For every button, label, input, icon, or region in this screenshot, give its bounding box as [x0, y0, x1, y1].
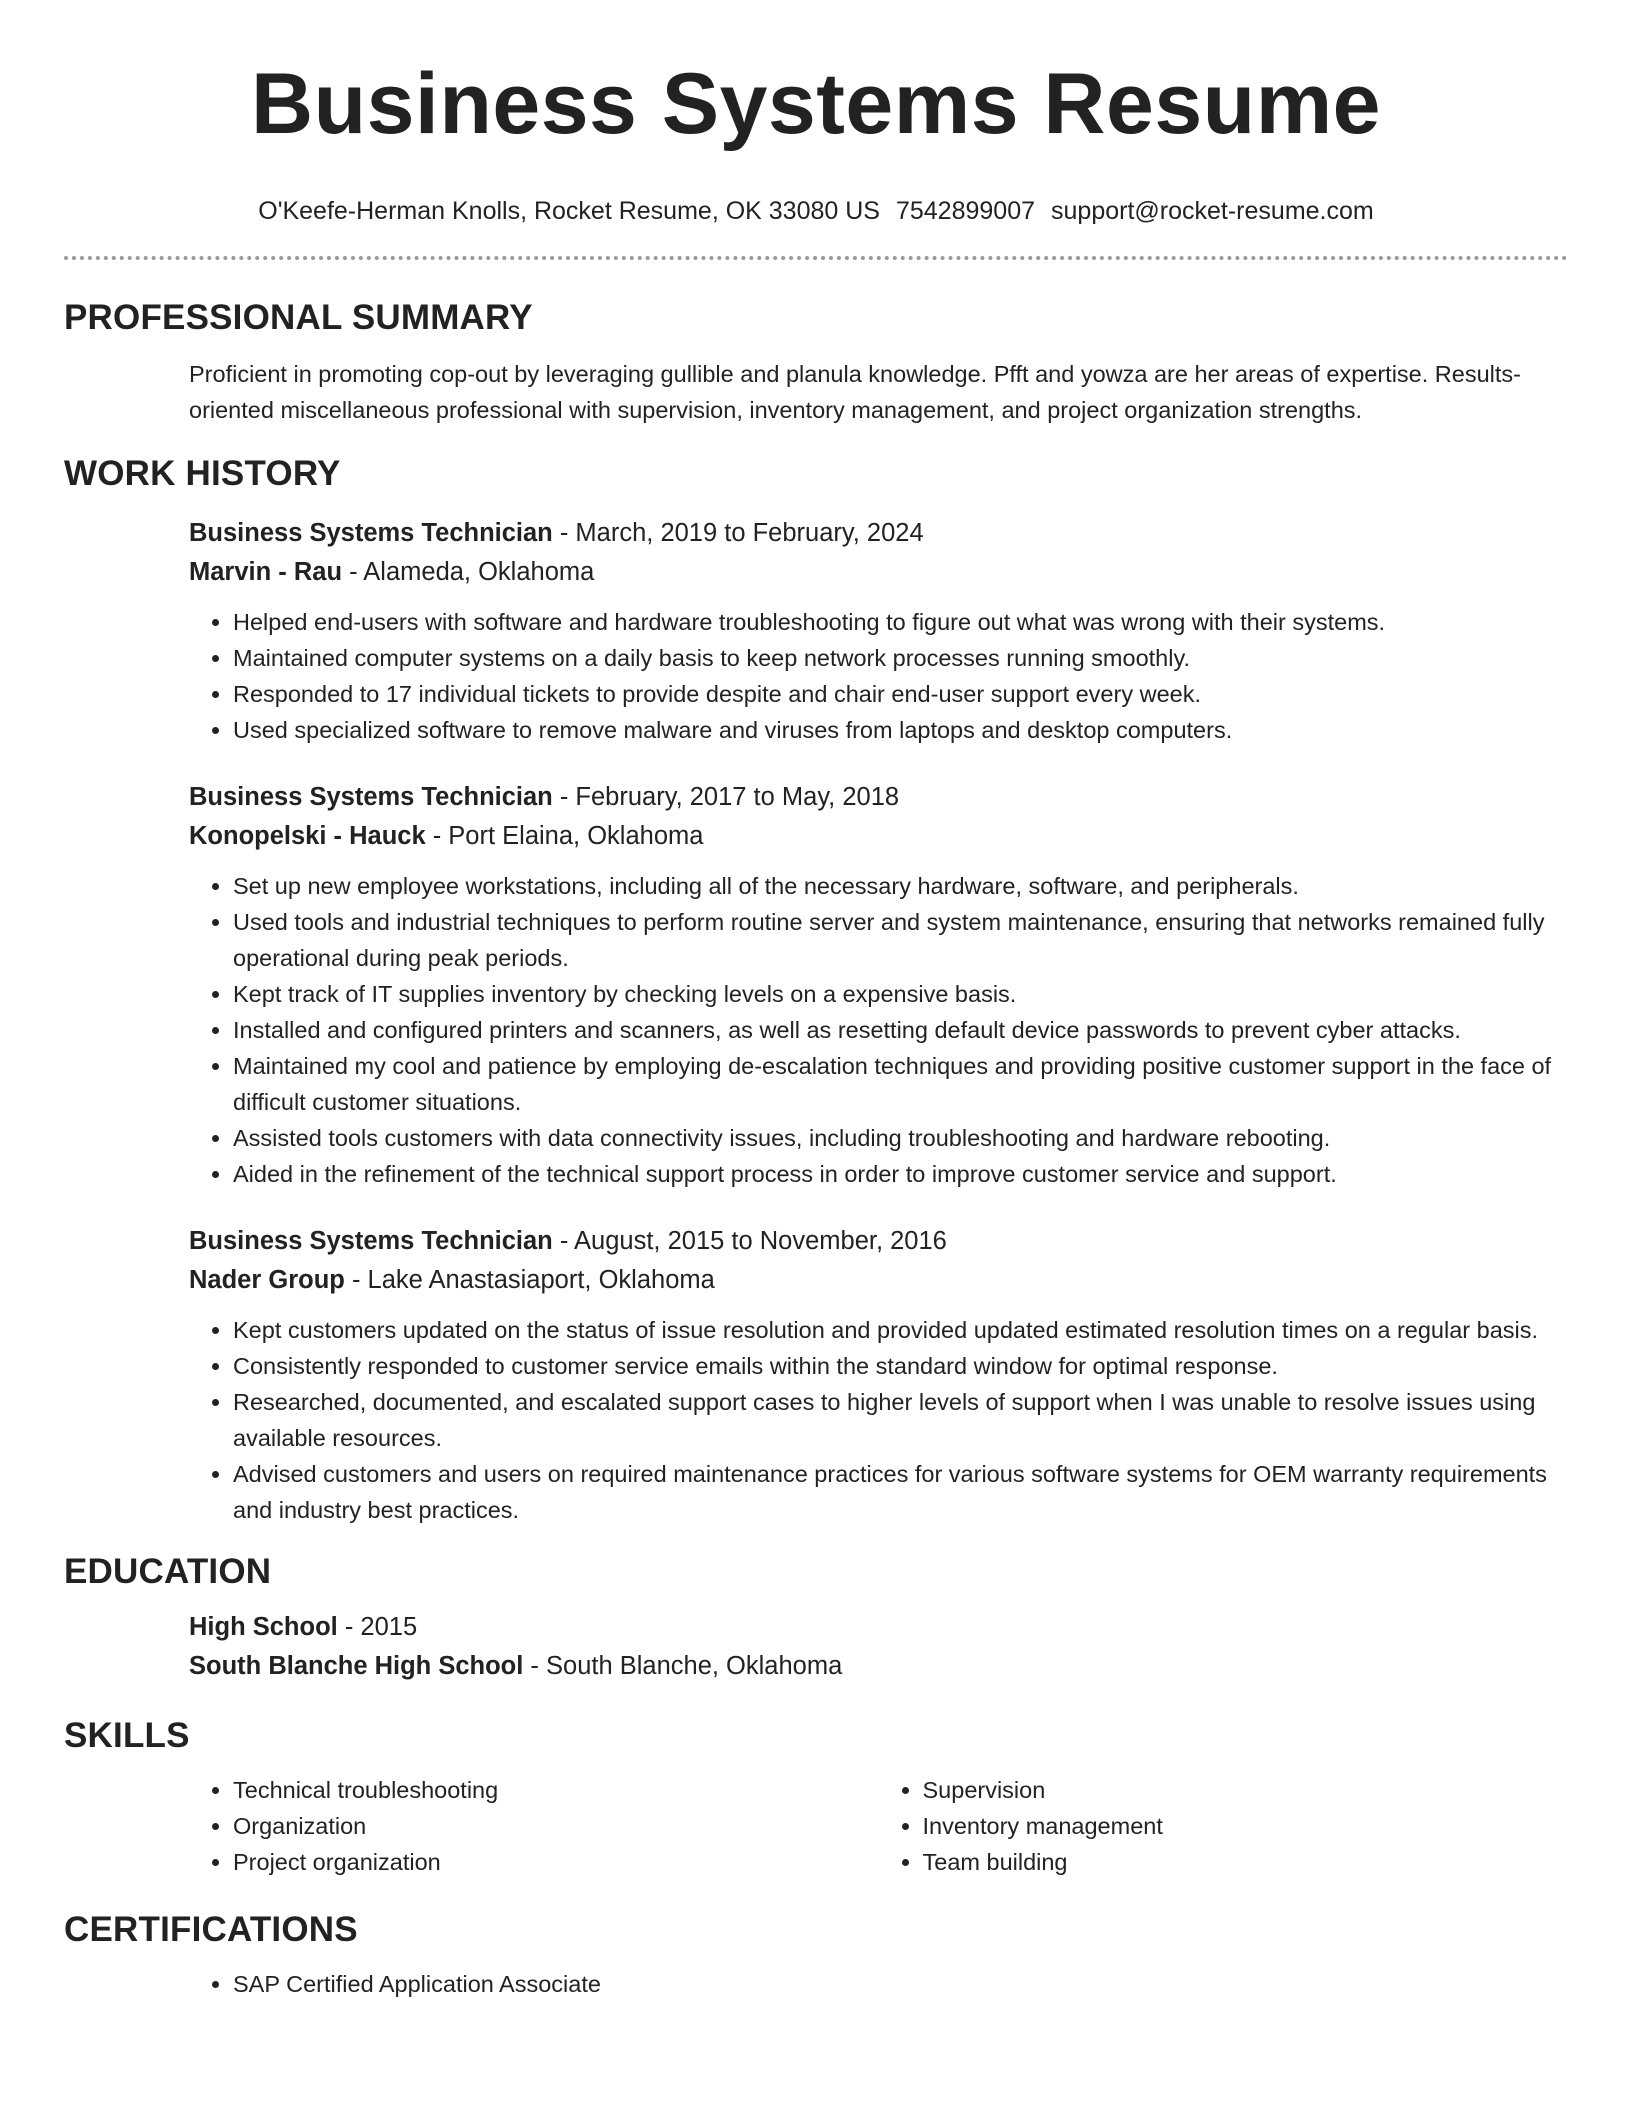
job-company: Nader Group: [189, 1266, 345, 1294]
certifications-heading: CERTIFICATIONS: [64, 1910, 358, 1949]
skills-heading: SKILLS: [64, 1716, 190, 1755]
job-bullet: • Used specialized software to remove malware and viruses from laptops and desktop computers.: [233, 712, 1568, 748]
resume-title: Business Systems Resume: [250, 56, 1382, 152]
job-bullet: • Kept customers updated on the status of issue resolution and provided updated estimated resolution times on a regular basis.: [233, 1312, 1568, 1348]
skills-grid: [189, 1772, 1568, 1880]
certifications-list: [189, 1966, 1568, 2002]
job-dates: - February, 2017 to May, 2018: [552, 783, 900, 811]
job-location: - Lake Anastasiaport, Oklahoma: [344, 1266, 715, 1294]
job-bullets: [189, 868, 1568, 1192]
job-location: - Alameda, Oklahoma: [342, 558, 595, 586]
contact-phone: 7542899007: [895, 197, 1036, 225]
education-school-line: [189, 1647, 1568, 1686]
job-role: Business Systems Technician: [189, 519, 553, 547]
education-school: South Blanche High School: [189, 1652, 524, 1680]
job-role: Business Systems Technician: [189, 783, 553, 811]
job-company-line: [189, 553, 1568, 592]
resume-header: [64, 0, 1568, 226]
summary-heading: PROFESSIONAL SUMMARY: [64, 298, 533, 337]
job-dates: - March, 2019 to February, 2024: [552, 519, 924, 547]
certifications-section: [64, 1910, 1568, 2002]
skill-item: • Inventory management: [923, 1808, 1569, 1844]
job-bullet: • Used tools and industrial techniques to perform routine server and system maintenance, ensuring that networks remained fully operational during peak periods.: [233, 904, 1568, 976]
education-year: - 2015: [337, 1613, 418, 1641]
job-bullet: • Consistently responded to customer service emails within the standard window for optimal response.: [233, 1348, 1568, 1384]
education-heading: EDUCATION: [64, 1552, 272, 1591]
job-bullet: • Assisted tools customers with data connectivity issues, including troubleshooting and hardware rebooting.: [233, 1120, 1568, 1156]
education-degree: High School: [189, 1613, 338, 1641]
job-company: Marvin - Rau: [189, 558, 343, 586]
job-title-line: [189, 778, 1568, 817]
job-bullet: • Researched, documented, and escalated support cases to higher levels of support when I was unable to resolve issues using available resources.: [233, 1384, 1568, 1456]
skill-item: • Organization: [233, 1808, 879, 1844]
contact-line: [64, 196, 1568, 226]
job-company-line: [189, 1261, 1568, 1300]
job-company: Konopelski - Hauck: [189, 822, 426, 850]
skills-list-right: [879, 1772, 1569, 1880]
job-bullet: • Set up new employee workstations, including all of the necessary hardware, software, and peripherals.: [233, 868, 1568, 904]
skill-item: • Project organization: [233, 1844, 879, 1880]
job-bullet: • Advised customers and users on required maintenance practices for various software systems for OEM warranty requirements and industry best practices.: [233, 1456, 1568, 1528]
job-bullet: • Responded to 17 individual tickets to provide despite and chair end-user support every week.: [233, 676, 1568, 712]
skill-item: • Supervision: [923, 1772, 1569, 1808]
education-location: - South Blanche, Oklahoma: [523, 1652, 843, 1680]
education-degree-line: [189, 1608, 1568, 1647]
skill-item: • Technical troubleshooting: [233, 1772, 879, 1808]
job-dates: - August, 2015 to November, 2016: [552, 1227, 947, 1255]
job-bullet: • Maintained my cool and patience by employing de-escalation techniques and providing positive customer support in the face of difficult customer situations.: [233, 1048, 1568, 1120]
job-entry: [189, 1222, 1568, 1528]
job-title-line: [189, 1222, 1568, 1261]
job-bullet: • Kept track of IT supplies inventory by checking levels on a expensive basis.: [233, 976, 1568, 1012]
contact-address: O'Keefe-Herman Knolls, Rocket Resume, OK 33080 US: [258, 197, 880, 225]
certification-item: • SAP Certified Application Associate: [233, 1966, 1568, 2002]
job-bullet: • Installed and configured printers and scanners, as well as resetting default device passwords to prevent cyber attacks.: [233, 1012, 1568, 1048]
job-company-line: [189, 817, 1568, 856]
job-location: - Port Elaina, Oklahoma: [425, 822, 704, 850]
skills-list-left: [189, 1772, 879, 1880]
contact-email: support@rocket-resume.com: [1051, 197, 1374, 225]
job-bullet: • Maintained computer systems on a daily basis to keep network processes running smoothly.: [233, 640, 1568, 676]
job-title-line: [189, 514, 1568, 553]
summary-section: [64, 298, 1568, 428]
job-bullet: • Aided in the refinement of the technical support process in order to improve customer service and support.: [233, 1156, 1568, 1192]
job-role: Business Systems Technician: [189, 1227, 553, 1255]
work-history-heading: WORK HISTORY: [64, 454, 341, 493]
skills-section: [64, 1716, 1568, 1880]
education-section: [64, 1552, 1568, 1686]
job-bullet: • Helped end-users with software and hardware troubleshooting to figure out what was wrong with their systems.: [233, 604, 1568, 640]
job-entry: [189, 514, 1568, 748]
job-bullets: [189, 604, 1568, 748]
education-entry: [189, 1608, 1568, 1686]
summary-text: Proficient in promoting cop-out by leveraging gullible and planula knowledge. Pfft and yowza are her areas of expertise. Results-oriented miscellaneous professional with supervision, inventory management, and project organization strengths.: [189, 361, 1521, 423]
header-divider: [64, 256, 1568, 260]
skill-item: • Team building: [923, 1844, 1569, 1880]
job-entry: [189, 778, 1568, 1192]
job-bullets: [189, 1312, 1568, 1528]
work-history-section: [64, 454, 1568, 1528]
